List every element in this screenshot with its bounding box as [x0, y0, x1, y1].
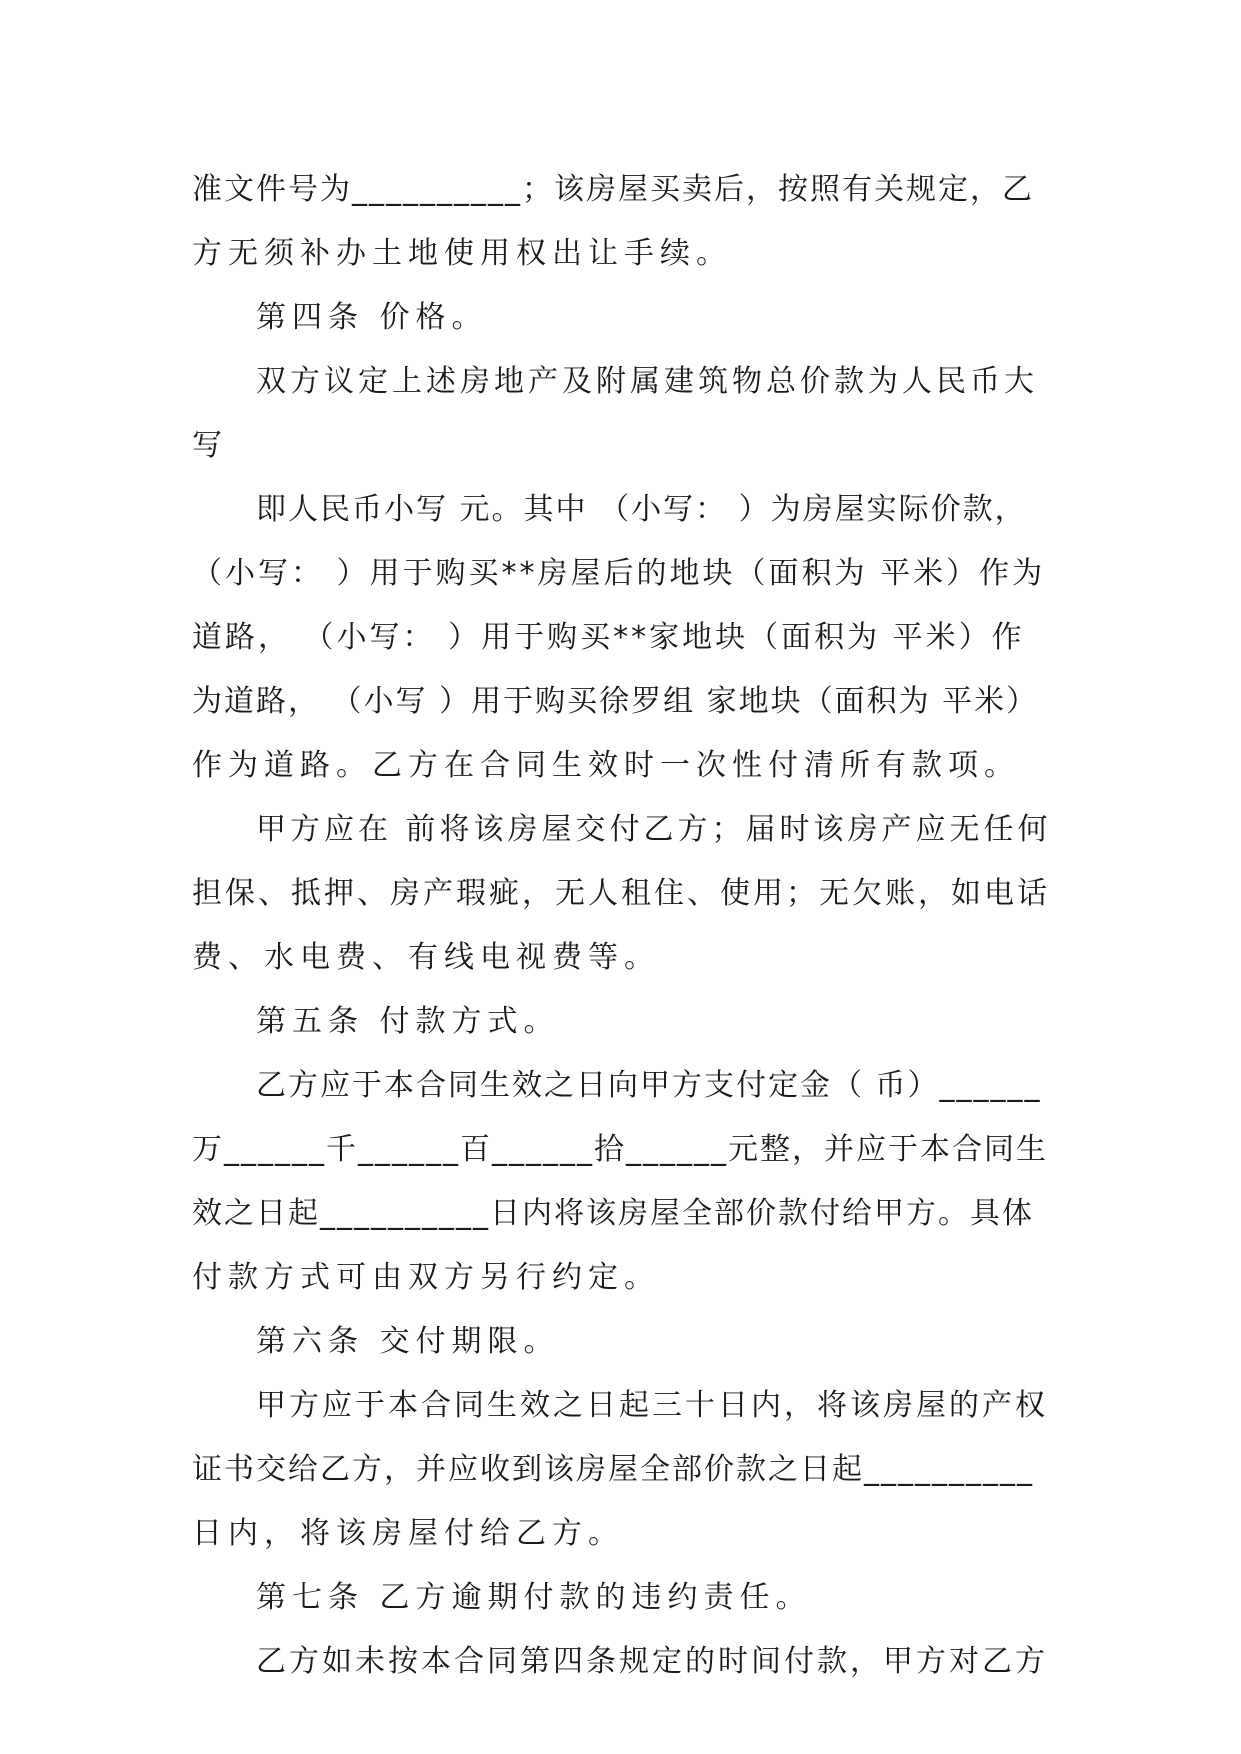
- text-line: 甲方应于本合同生效之日起三十日内，将该房屋的产权: [256, 1388, 1048, 1423]
- text-line: 付款方式可由双方另行约定。: [192, 1260, 660, 1295]
- text-line: 甲方应在 前将该房屋交付乙方；届时该房产应无任何: [256, 812, 1052, 847]
- text-line: 费、水电费、有线电视费等。: [192, 940, 660, 975]
- text-line: 第五条 付款方式。: [256, 1004, 560, 1039]
- text-line: 方无须补办土地使用权出让手续。: [192, 236, 732, 271]
- text-line: 为道路， （小写 ）用于购买徐罗组 家地块（面积为 平米）: [192, 684, 1039, 719]
- text-line: 第四条 价格。: [256, 300, 488, 335]
- text-line: 作为道路。乙方在合同生效时一次性付清所有款项。: [192, 748, 1020, 783]
- text-line: 第六条 交付期限。: [256, 1324, 560, 1359]
- text-line: 写: [192, 428, 228, 463]
- text-line: 证书交给乙方，并应收到该房屋全部价款之日起__________: [192, 1452, 1034, 1487]
- text-line: 乙方应于本合同生效之日向甲方支付定金（ 币）______: [256, 1068, 1042, 1103]
- text-line: 担保、抵押、房产瑕疵，无人租住、使用；无欠账，如电话: [192, 876, 1050, 911]
- text-line: 乙方如未按本合同第四条规定的时间付款，甲方对乙方: [256, 1644, 1048, 1679]
- text-line: 双方议定上述房地产及附属建筑物总价款为人民币大: [256, 364, 1038, 399]
- text-line: 准文件号为__________；该房屋买卖后，按照有关规定，乙: [192, 172, 1034, 207]
- text-line: （小写： ）用于购买**房屋后的地块（面积为 平米）作为: [192, 556, 1046, 591]
- text-line: 效之日起__________日内将该房屋全部价款付给甲方。具体: [192, 1196, 1034, 1231]
- text-line: 道路， （小写： ）用于购买**家地块（面积为 平米）作: [192, 620, 1025, 655]
- text-line: 即人民币小写 元。其中 （小写： ）为房屋实际价款，: [256, 492, 1027, 527]
- text-line: 万______千______百______拾______元整，并应于本合同生: [192, 1132, 1048, 1167]
- text-line: 第七条 乙方逾期付款的违约责任。: [256, 1580, 812, 1615]
- document-body: [192, 158, 1052, 1694]
- text-line: 日内，将该房屋付给乙方。: [192, 1516, 624, 1551]
